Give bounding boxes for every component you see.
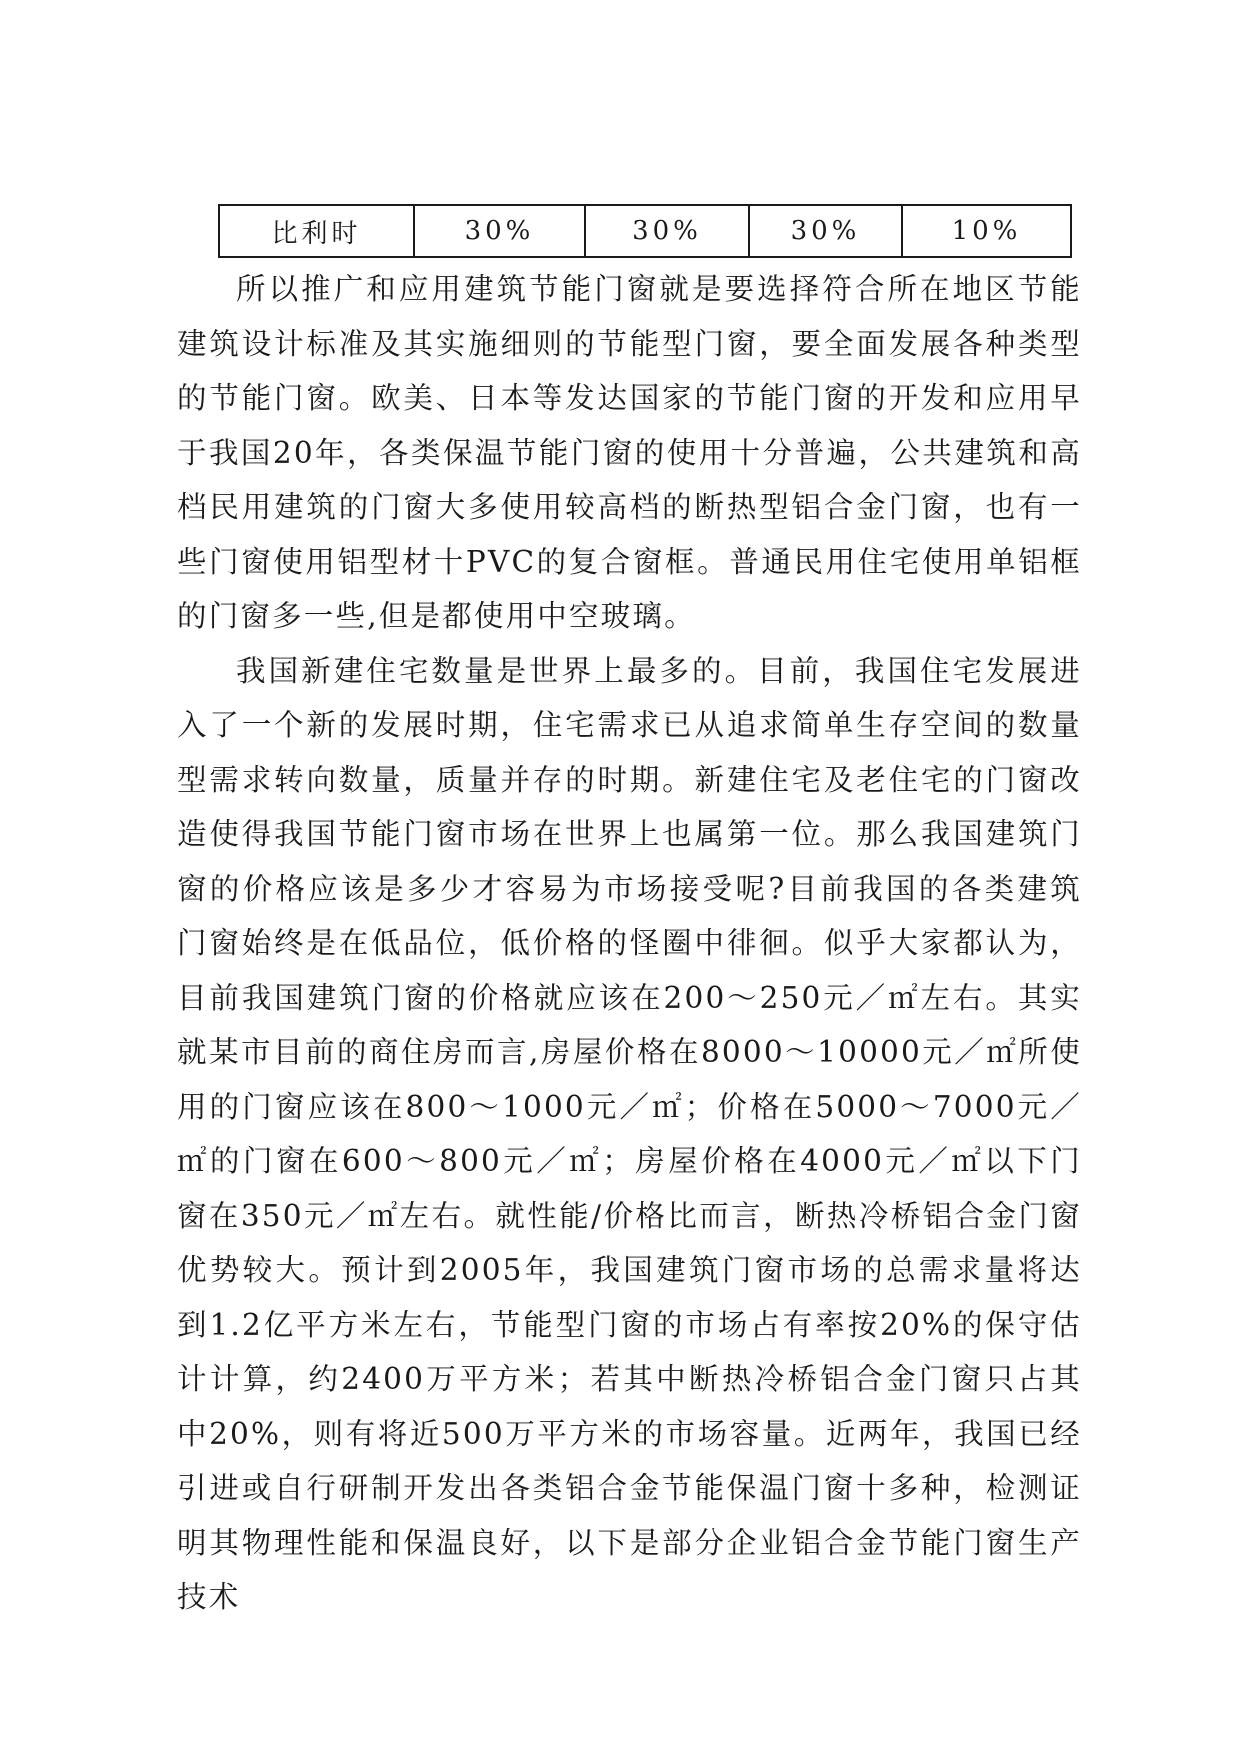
table-cell: 比利时 <box>219 205 414 257</box>
data-table <box>218 204 1072 258</box>
table-cell: 30% <box>585 205 749 257</box>
table-cell: 10% <box>902 205 1071 257</box>
table-cell: 30% <box>749 205 902 257</box>
table-cell: 30% <box>414 205 585 257</box>
paragraph: 所以推广和应用建筑节能门窗就是要选择符合所在地区节能建筑设计标准及其实施细则的节能型门窗，要全面发展各种类型的节能门窗。欧美、日本等发达国家的节能门窗的开发和应用早于我国20年，各类保温节能门窗的使用十分普遍，公共建筑和高档民用建筑的门窗大多使用较高档的断热型铝合金门窗，也有一些门窗使用铝型材十PVC的复合窗框。普通民用住宅使用单铝框的门窗多一些,但是都使用中空玻璃。 <box>177 272 1082 633</box>
body-text <box>177 262 1082 1625</box>
table-row <box>219 205 1071 257</box>
paragraph: 我国新建住宅数量是世界上最多的。目前，我国住宅发展进入了一个新的发展时期，住宅需求已从追求简单生存空间的数量型需求转向数量，质量并存的时期。新建住宅及老住宅的门窗改造使得我国节能门窗市场在世界上也属第一位。那么我国建筑门窗的价格应该是多少才容易为市场接受呢?目前我国的各类建筑门窗始终是在低品位，低价格的怪圈中徘徊。似乎大家都认为，目前我国建筑门窗的价格就应该在200～250元／㎡左右。其实就某市目前的商住房而言,房屋价格在8000～10000元／㎡所使用的门窗应该在800～1000元／㎡；价格在5000～7000元／㎡的门窗在600～800元／㎡；房屋价格在4000元／㎡以下门窗在350元／㎡左右。就性能/价格比而言，断热冷桥铝合金门窗优势较大。预计到2005年，我国建筑门窗市场的总需求量将达到1.2亿平方米左右，节能型门窗的市场占有率按20%的保守估计计算，约2400万平方米；若其中断热冷桥铝合金门窗只占其中20%，则有将近500万平方米的市场容量。近两年，我国已经引进或自行研制开发出各类铝合金节能保温门窗十多种，检测证明其物理性能和保温良好，以下是部分企业铝合金节能门窗生产技术 <box>177 653 1082 1614</box>
